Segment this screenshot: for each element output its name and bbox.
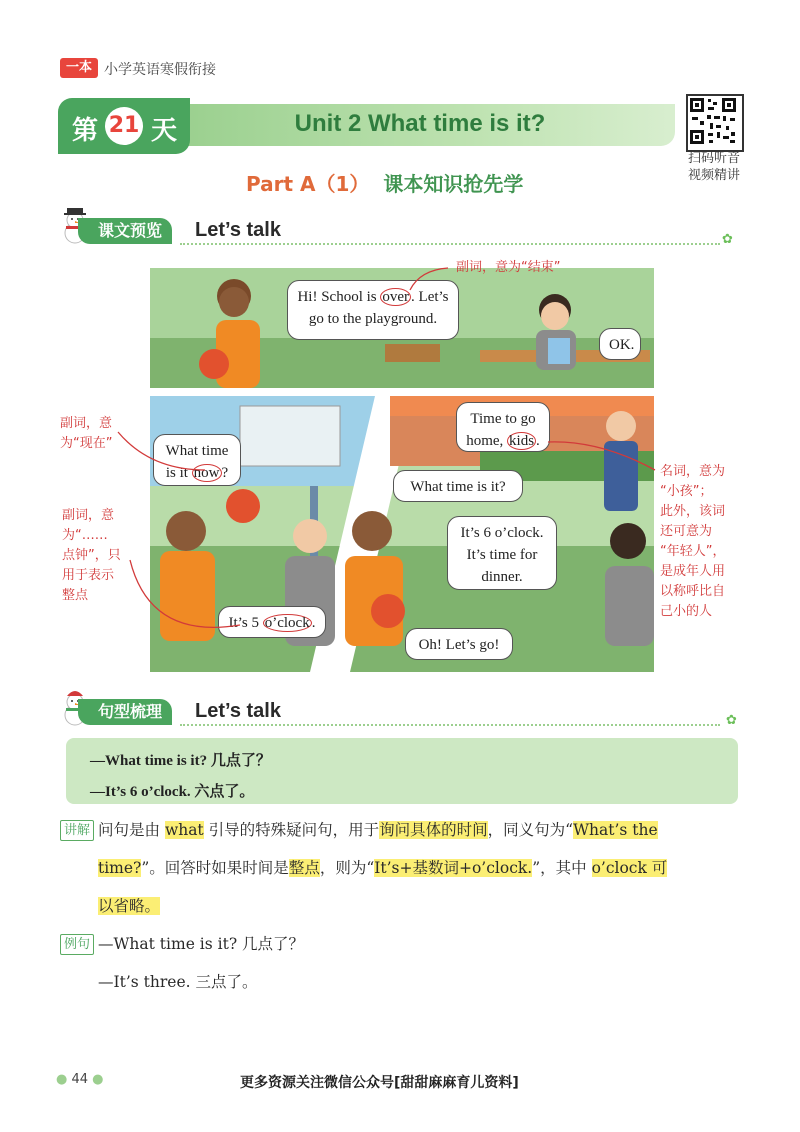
explain-text: 问句是由	[98, 821, 165, 839]
unit-title: Unit 2 What time is it?	[294, 110, 546, 137]
bubble-text: .	[536, 433, 540, 449]
speech-bubble-what-time: What time is it?	[393, 470, 523, 502]
highlight: What’s the	[573, 821, 658, 839]
annotation-line: “年轻人”，	[660, 544, 726, 559]
annotation-line: 为“……	[62, 528, 108, 543]
annotation-line: 己小的人	[660, 604, 713, 619]
speech-bubble-lets-go: Oh! Let’s go!	[405, 628, 513, 660]
annotation-line: 副词，意	[60, 416, 113, 431]
explain-tag: 讲解	[60, 820, 94, 841]
bubble-text: It’s 5	[228, 615, 263, 631]
page-number: ● 44 ●	[56, 1072, 104, 1087]
explain-text: ”，其中	[532, 859, 592, 877]
annotation-over: 副词，意为“结束”	[456, 260, 561, 275]
bubble-text: Time to go home,	[466, 411, 536, 449]
bubble-text: .	[311, 615, 316, 631]
highlight: 询问具体的时间	[379, 821, 488, 839]
divider	[180, 724, 720, 726]
highlight: It’s+基数词+o’clock.	[374, 859, 533, 877]
annotation-line: 点钟”，只	[62, 548, 121, 563]
highlight: 以省略。	[98, 897, 161, 915]
example-line-1: —What time is it? 几点了？	[98, 935, 305, 953]
annotation-line: 用于表示	[62, 568, 115, 583]
highlight: what	[164, 821, 204, 839]
highlight: o’clock 可	[591, 859, 668, 877]
annotation-line: 以称呼比自	[660, 584, 726, 599]
example-line-2: —It’s three. 三点了。	[98, 973, 258, 991]
page-number-text: 44	[71, 1072, 89, 1087]
circled-word-over: over	[382, 289, 410, 305]
annotation-line: 此外，该词	[660, 504, 726, 519]
annotation-kids	[660, 462, 725, 622]
part-label: Part A（1）	[246, 172, 370, 196]
highlight: time?	[98, 859, 142, 877]
speech-bubble-six-oclock: It’s 6 o’clock. It’s time for dinner.	[447, 516, 557, 590]
brand-title: 小学英语寒假衔接	[104, 62, 216, 78]
day-prefix: 第	[72, 116, 99, 146]
day-number: 21	[105, 107, 143, 145]
example-tag: 例句	[60, 934, 94, 955]
pattern-line-question: —What time is it? 几点了？	[90, 753, 271, 769]
bubble-text: ?	[221, 465, 229, 481]
speech-bubble-ok: OK.	[599, 328, 641, 360]
annotation-line: 为“现在”	[60, 436, 113, 451]
bubble-text: What time is it	[165, 443, 229, 481]
explain-line-1	[98, 818, 658, 842]
section-tag-pattern: 句型梳理	[78, 699, 172, 725]
section-tag-preview: 课文预览	[78, 218, 172, 244]
explain-text: ，则为“	[319, 859, 375, 877]
circled-word-now: now	[193, 465, 220, 481]
explain-line-3	[98, 894, 160, 918]
explain-text: ”。回答时如果时间是	[141, 859, 289, 877]
bubble-text: . Let’s go to the playground.	[308, 289, 449, 327]
annotation-line: “小孩”；	[660, 484, 713, 499]
qr-caption-line-1: 扫码听音	[687, 151, 740, 166]
flower-icon: ✿	[722, 232, 733, 247]
annotation-line: 整点	[62, 588, 89, 603]
annotation-now	[60, 414, 112, 454]
bubble-text: Hi! School is	[297, 289, 381, 305]
annotation-line: 还可意为	[660, 524, 713, 539]
annotation-line: 副词，意	[62, 508, 115, 523]
explain-line-2	[98, 856, 667, 880]
part-subtitle: 课本知识抢先学	[383, 172, 524, 196]
day-suffix: 天	[151, 116, 178, 146]
explain-text: ，同义句为“	[487, 821, 574, 839]
circled-word-oclock: o’clock	[264, 615, 310, 631]
section-title-preview: Let’s talk	[195, 219, 281, 241]
flower-icon: ✿	[726, 713, 737, 728]
qr-caption-line-2: 视频精讲	[687, 168, 740, 183]
annotation-oclock	[62, 506, 121, 606]
explain-text: 引导的特殊疑问句，用于	[203, 821, 380, 839]
circled-word-kids: kids	[509, 433, 535, 449]
brand-logo: 一本	[60, 58, 98, 78]
section-title-pattern: Let’s talk	[195, 700, 281, 722]
annotation-line: 是成年人用	[660, 564, 726, 579]
pattern-line-answer: —It’s 6 o’clock. 六点了。	[90, 784, 255, 800]
footer-text: 更多资源关注微信公众号[甜甜麻麻育儿资料]	[240, 1075, 519, 1091]
annotation-line: 名词，意为	[660, 464, 726, 479]
highlight: 整点	[288, 859, 320, 877]
